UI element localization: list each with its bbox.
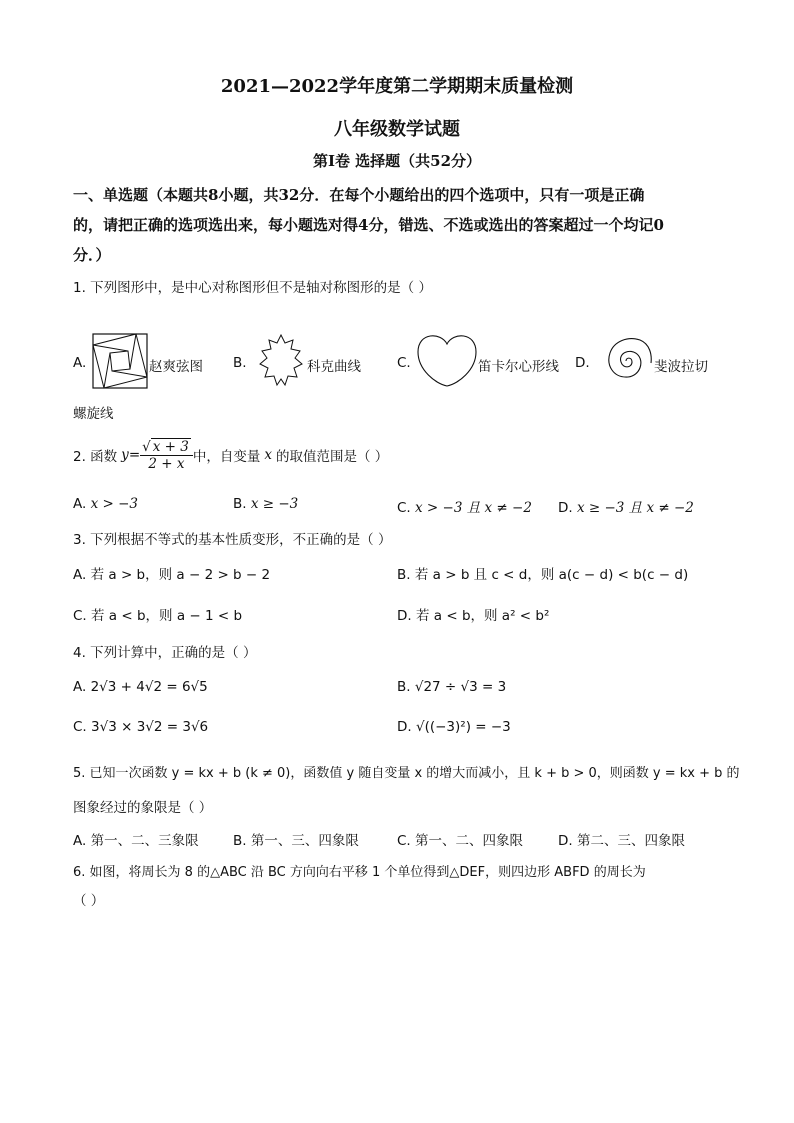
question-1-stem: 1. 下列图形中，是中心对称图形但不是轴对称图形的是（ ） — [73, 280, 432, 296]
q2-equals: = — [128, 447, 141, 463]
q2-suffix2: 的取值范围是（ ） — [275, 449, 389, 465]
q2-suffix: 中，自变量 — [192, 449, 261, 465]
q3-option-d: D. 若 a < b，则 a² < b² — [397, 608, 550, 624]
q3-option-c: C. 若 a < b，则 a − 1 < b — [73, 608, 243, 624]
q1-option-c-letter: C. — [397, 355, 411, 371]
q5-option-a: A. 第一、二、三象限 — [73, 833, 199, 849]
cardioid-figure — [414, 330, 480, 390]
section-instructions-line1: 一、单选题（本题共8小题，共32分．在每个小题给出的四个选项中，只有一项是正确 — [73, 186, 645, 204]
question-3-stem: 3. 下列根据不等式的基本性质变形，不正确的是（ ） — [73, 532, 392, 548]
q2-prefix: 2. 函数 — [73, 449, 118, 465]
zhao-shuang-diagram-figure — [92, 333, 148, 389]
q4-option-b: B. √27 ÷ √3 = 3 — [397, 679, 507, 695]
q2-denominator: 2 + x — [148, 456, 185, 472]
question-2-stem — [73, 438, 388, 472]
q1-option-a-letter: A. — [73, 355, 87, 371]
q1-option-d-label: 斐波拉切 — [654, 359, 708, 375]
q2-fraction: $\frac{√ x + 3}{2 + x}$ — [140, 438, 193, 472]
q5-option-d: D. 第二、三、四象限 — [558, 833, 685, 849]
exam-subtitle: 八年级数学试题 — [334, 119, 460, 140]
q1-option-b-letter: B. — [233, 355, 247, 371]
q5-option-c: C. 第一、二、四象限 — [397, 833, 524, 849]
q4-option-a: A. 2√3 + 4√2 = 6√5 — [73, 679, 208, 695]
q2-var-x: x — [264, 447, 272, 463]
section-instructions-line2: 的，请把正确的选项选出来，每小题选对得4分，错选、不选或选出的答案超过一个均记0 — [73, 216, 664, 234]
q3-option-b: B. 若 a > b 且 c < d，则 a(c − d) < b(c − d) — [397, 567, 689, 583]
q1-option-a-label: 赵爽弦图 — [149, 359, 203, 375]
q2-var-y: y — [121, 447, 129, 463]
question-6-stem-line2: （ ） — [73, 893, 105, 909]
section-instructions-line3: 分．） — [73, 246, 111, 264]
q1-option-c-label: 笛卡尔心形线 — [478, 359, 559, 375]
q2-option-b: B. x ≥ −3 — [233, 496, 299, 512]
question-5-stem-line2: 图象经过的象限是（ ） — [73, 800, 213, 816]
q4-option-c: C. 3√3 × 3√2 = 3√6 — [73, 719, 209, 735]
q4-option-d: D. √((−3)²) = −3 — [397, 719, 511, 735]
fibonacci-spiral-figure — [596, 333, 654, 389]
q1-option-d-label-wrap: 螺旋线 — [73, 406, 114, 422]
exam-title: 2021—2022学年度第二学期期末质量检测 — [220, 76, 574, 97]
q3-option-a: A. 若 a > b，则 a − 2 > b − 2 — [73, 567, 271, 583]
question-5-stem-line1: 5. 已知一次函数 y = kx + b (k ≠ 0)，函数值 y 随自变量 x 的增大而减小，且 k + b > 0，则函数 y = kx + b 的 — [73, 766, 740, 781]
q2-numerator: x + 3 — [152, 439, 189, 455]
question-6-stem-line1: 6. 如图，将周长为 8 的△ABC 沿 BC 方向向右平移 1 个单位得到△DEF，则四边形 ABFD 的周长为 — [73, 865, 646, 880]
q1-option-b-label: 科克曲线 — [307, 359, 361, 375]
q1-option-d-letter: D. — [575, 355, 590, 371]
q2-option-c: C. x > −3 且 x ≠ −2 — [397, 500, 532, 516]
part-title: 第Ⅰ卷 选择题（共52分） — [312, 152, 482, 170]
q5-option-b: B. 第一、三、四象限 — [233, 833, 359, 849]
koch-curve-figure — [252, 333, 310, 391]
q2-option-d: D. x ≥ −3 且 x ≠ −2 — [558, 500, 694, 516]
q2-option-a: A. x > −3 — [73, 496, 139, 512]
question-4-stem: 4. 下列计算中，正确的是（ ） — [73, 645, 257, 661]
